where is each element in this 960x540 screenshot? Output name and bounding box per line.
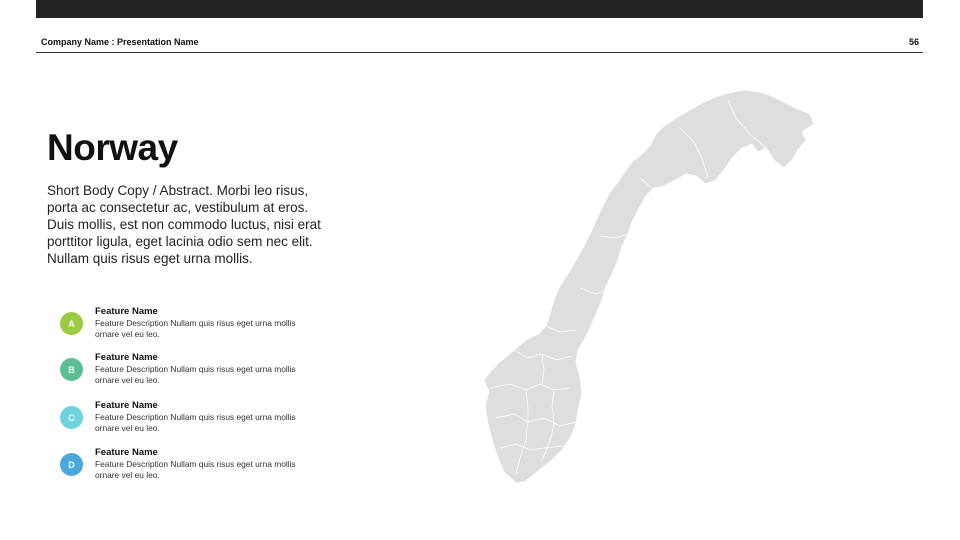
feature-item-c: [60, 400, 320, 440]
feature-name: Feature Name: [95, 400, 158, 411]
feature-item-a: [60, 306, 320, 346]
feature-description: Feature Description Nullam quis risus eget urna mollis ornare vel eu leo.: [95, 318, 296, 339]
company-presentation-name: Company Name : Presentation Name: [41, 37, 199, 47]
feature-description: Feature Description Nullam quis risus eget urna mollis ornare vel eu leo.: [95, 459, 296, 480]
feature-description: Feature Description Nullam quis risus eget urna mollis ornare vel eu leo.: [95, 364, 296, 385]
feature-item-b: [60, 352, 320, 392]
slide-header: [36, 36, 923, 53]
feature-badge-a: A: [60, 312, 83, 335]
feature-description: Feature Description Nullam quis risus eget urna mollis ornare vel eu leo.: [95, 412, 296, 433]
feature-badge-c: C: [60, 406, 83, 429]
feature-name: Feature Name: [95, 352, 158, 363]
norway-map-icon: [480, 88, 820, 488]
feature-item-d: [60, 447, 320, 487]
top-bar: [36, 0, 923, 18]
feature-name: Feature Name: [95, 447, 158, 458]
page-number: 56: [908, 37, 919, 47]
feature-badge-b: B: [60, 358, 83, 381]
body-copy: Short Body Copy / Abstract. Morbi leo risus, porta ac consectetur ac, vestibulum at eros. Duis mollis, est non commodo luctus, nisi erat porttitor ligula, eget lacinia odio sem nec elit. Nullam quis risus eget urna mollis.: [47, 183, 321, 266]
feature-name: Feature Name: [95, 306, 158, 317]
slide-title: Norway: [47, 127, 178, 168]
feature-badge-d: D: [60, 453, 83, 476]
